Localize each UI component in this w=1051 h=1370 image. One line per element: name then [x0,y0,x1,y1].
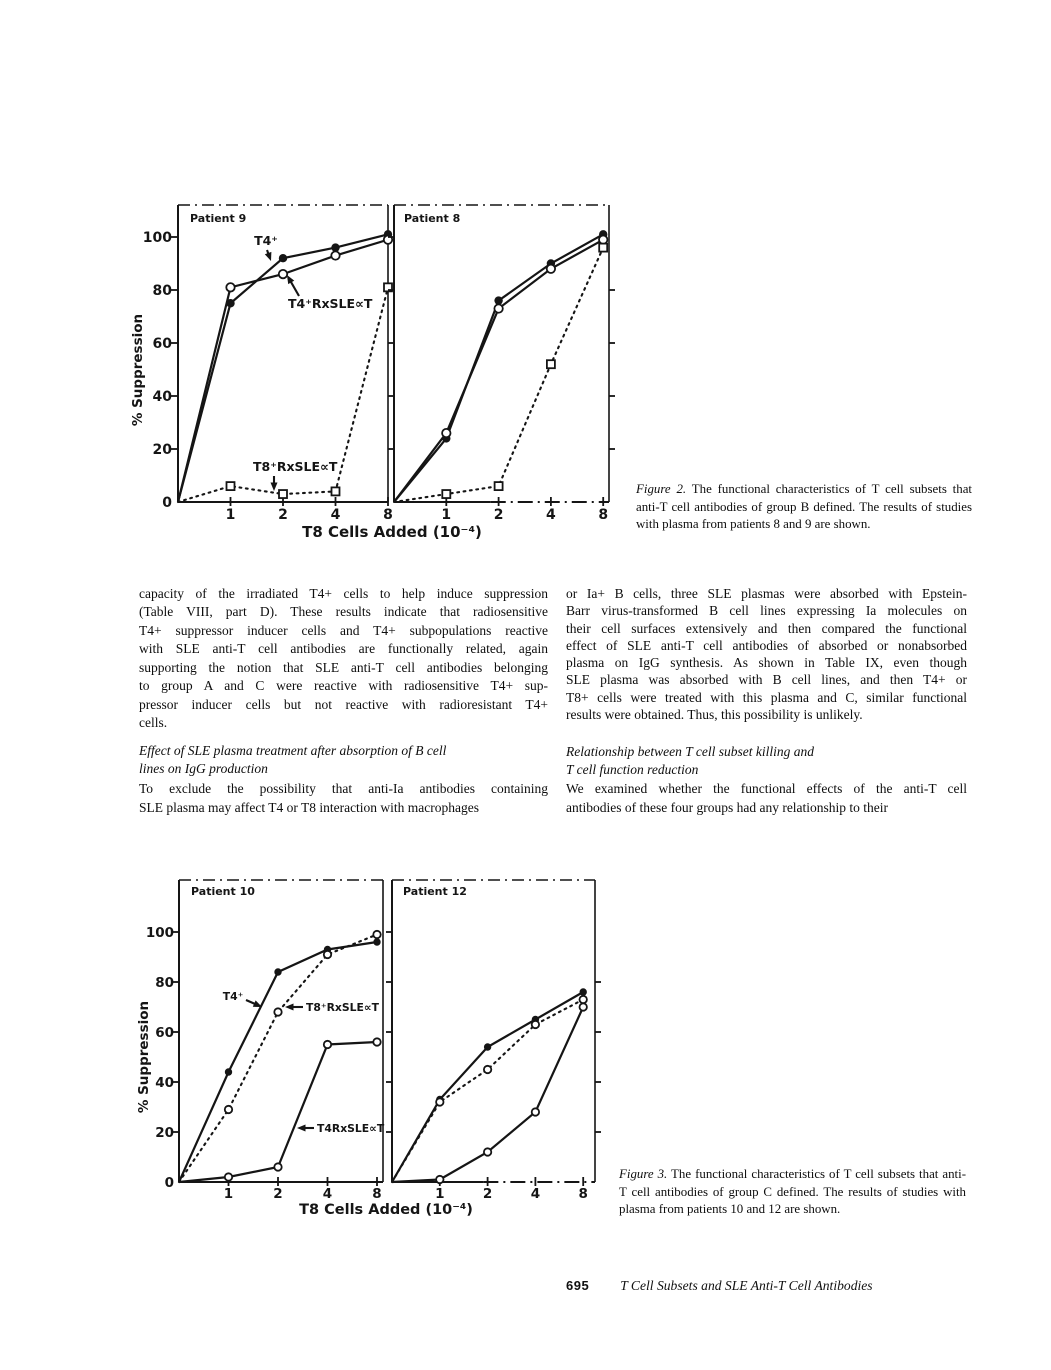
open-square-marker [332,487,340,495]
text-line: their cell surfaces extensively and then compared the functional [566,620,967,636]
figure3-caption-text: The functional characteristics of T cell subsets that anti-T cell antibodies of group C defined. The results of studies with plasma from patients 10 and 12 are shown. [619,1167,966,1217]
open-circle-marker [274,1008,281,1015]
figure-2-chart [130,205,615,541]
series-annotation: T4⁺ [222,990,244,1003]
x-tick-label: 1 [223,1186,234,1202]
text-line: lines on IgG production [139,761,268,777]
x-tick-label: 4 [530,1186,541,1202]
x-tick-label: 8 [598,507,609,523]
text-line: plasma on IgG synthesis. As shown in Table IX, even though [566,655,967,671]
open-circle-marker [279,270,287,278]
y-tick-label: 80 [152,283,172,299]
open-circle-marker [494,304,502,312]
x-tick-label: 2 [482,1186,493,1202]
y-tick-label: 20 [155,1125,174,1141]
x-tick-label: 4 [330,507,341,523]
left-column-section-heading [139,742,548,779]
y-tick-label: 0 [162,495,172,511]
open-square-marker [495,482,503,490]
open-circle-marker [373,1038,380,1045]
open-circle-marker [436,1098,443,1105]
filled-circle-marker [274,968,281,975]
panel-label: Patient 9 [190,212,247,225]
figure2-caption-label: Figure 2. [636,482,687,496]
open-circle-marker [225,1106,232,1113]
page-number: 695 [566,1278,590,1293]
filled-circle-marker [484,1043,491,1050]
y-tick-label: 60 [155,1025,174,1041]
text-line: To exclude the possibility that anti-Ia antibodies containing [139,781,548,796]
x-tick-label: 8 [578,1186,588,1202]
open-circle-marker [436,1176,443,1183]
text-line: effect of SLE anti-T cell antibodies of absorbed or nonabsorbed [566,637,967,653]
open-circle-marker [274,1163,281,1170]
x-tick-label: 1 [435,1186,445,1202]
open-circle-marker [324,951,331,958]
y-axis-title: % Suppression [136,1000,152,1114]
open-circle-marker [599,235,607,243]
series-annotation: T4RxSLE∝T [317,1122,385,1135]
text-line: or Ia+ B cells, three SLE plasmas were absorbed with Epstein- [566,586,967,601]
y-tick-label: 100 [142,230,172,246]
x-tick-label: 2 [278,507,288,523]
figure3-caption [619,1166,966,1219]
text-line: T8+ cells were treated with this plasma and C, similar functional [566,689,967,705]
panel-label: Patient 10 [191,885,255,898]
open-circle-marker [547,265,555,273]
x-tick-label: 4 [322,1186,333,1202]
text-line: (Table VIII, part D). These results indicate that radiosensitive [139,604,548,620]
series-line [179,1042,377,1182]
y-tick-label: 80 [155,975,174,991]
figure-3-chart [136,880,601,1218]
open-square-marker [279,490,287,498]
x-tick-label: 2 [273,1186,283,1202]
y-tick-label: 100 [145,925,174,941]
figure2-caption-text: The functional characteristics of T cell subsets that anti-T cell antibodies of group B defined. The results of studies with plasma from patients 8 and 9 are shown. [636,482,973,532]
series-annotation: T8⁺RxSLE∝T [306,1001,379,1014]
open-square-marker [442,490,450,498]
x-tick-label: 4 [546,507,556,523]
series-annotation: T8⁺RxSLE∝T [253,459,338,474]
filled-circle-marker [279,254,287,262]
text-line: We examined whether the functional effects of the anti-T cell [566,781,967,796]
open-circle-marker [532,1108,539,1115]
panel-label: Patient 8 [404,212,461,225]
panel-patient-9 [170,205,393,523]
text-line: pressor inducer cells but not reactive with radioresistant T4+ [139,696,548,712]
open-square-marker [599,244,607,252]
x-axis-title: T8 Cells Added (10⁻⁴) [302,523,482,541]
series-annotation: T4⁺ [254,233,278,248]
open-circle-marker [225,1173,232,1180]
series-line [179,942,377,1182]
open-circle-marker [580,996,587,1003]
right-column-paragraph-2 [566,780,967,817]
x-tick-label: 8 [383,507,393,523]
x-axis-title: T8 Cells Added (10⁻⁴) [299,1202,473,1218]
open-circle-marker [324,1041,331,1048]
text-line: SLE plasma was absorbed with B cell lines, and then T4+ or [566,672,967,688]
text-line: Relationship between T cell subset killing and [566,744,814,759]
panel-patient-12 [386,880,601,1202]
y-tick-label: 0 [164,1175,174,1191]
open-circle-marker [373,931,380,938]
open-circle-marker [484,1066,491,1073]
filled-circle-marker [373,938,380,945]
filled-circle-marker [580,988,587,995]
text-line: to group A and C were reactive with radiosensitive T4+ sup- [139,678,548,694]
panel-patient-8 [388,205,615,523]
x-tick-label: 1 [441,507,452,523]
x-tick-label: 1 [225,507,236,523]
text-line: Effect of SLE plasma treatment after absorption of B cell [139,743,447,758]
open-circle-marker [532,1021,539,1028]
open-circle-marker [442,429,450,437]
open-square-marker [547,360,555,368]
left-column-paragraph-1 [139,585,548,733]
filled-circle-marker [225,1068,232,1075]
x-tick-label: 2 [493,507,504,523]
open-circle-marker [484,1148,491,1155]
figure2-caption [636,481,972,534]
text-line: supporting the notion that SLE anti-T cell antibodies belonging [139,659,548,675]
open-circle-marker [580,1003,587,1010]
y-tick-label: 40 [155,1075,174,1091]
text-line: antibodies of these four groups had any relationship to their [566,799,889,815]
text-line: Barr virus-transformed B cell lines expressing Ia molecules on [566,603,967,619]
figure3-caption-label: Figure 3. [619,1167,668,1181]
open-square-marker [227,482,235,490]
y-tick-label: 40 [152,389,172,405]
y-axis-title: % Suppression [130,313,146,427]
series-annotation: T4⁺RxSLE∝T [288,296,373,311]
open-circle-marker [226,283,234,291]
y-tick-label: 20 [152,442,172,458]
right-column-paragraph-1 [566,585,967,723]
running-title: T Cell Subsets and SLE Anti-T Cell Antibodies [620,1278,873,1293]
open-circle-marker [331,251,339,259]
x-tick-label: 8 [372,1186,382,1202]
page-footer [566,1277,873,1295]
text-line: capacity of the irradiated T4+ cells to help induce suppression [139,586,548,601]
text-line: SLE plasma may affect T4 or T8 interaction with macrophages [139,799,480,815]
text-line: with SLE anti-T cell antibodies are functionally related, again [139,641,548,657]
panel-patient-10 [171,880,385,1202]
y-tick-label: 60 [152,336,172,352]
text-line: cells. [139,715,168,731]
left-column-paragraph-2 [139,780,548,817]
text-line: T4+ suppressor inducer cells and T4+ subpopulations reactive [139,622,548,638]
text-line: T cell function reduction [566,762,699,778]
panel-label: Patient 12 [403,885,467,898]
text-line: results were obtained. Thus, this possibility is unlikely. [566,707,863,723]
right-column-section-heading [566,743,967,779]
